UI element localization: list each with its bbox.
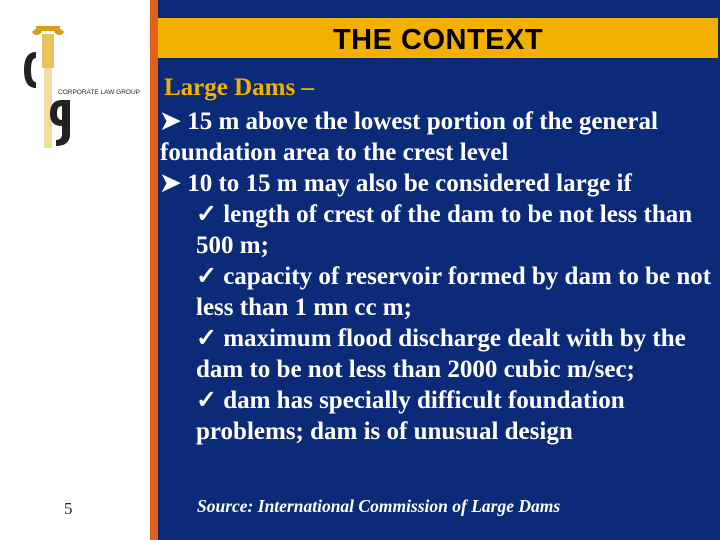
bullet-2 <box>160 168 712 199</box>
subbullet-1-text: length of crest of the dam to be not less than 500 m; <box>196 201 693 259</box>
check-icon: ✓ <box>196 387 217 414</box>
subbullet-2 <box>160 261 712 323</box>
bullet-2-text: 10 to 15 m may also be considered large if <box>187 170 632 197</box>
check-icon: ✓ <box>196 263 217 290</box>
section-heading: Large Dams – <box>164 74 314 101</box>
subbullet-3 <box>160 323 712 385</box>
check-icon: ✓ <box>196 325 217 352</box>
subbullet-4 <box>160 385 712 447</box>
page-number: 5 <box>64 499 73 518</box>
bullet-1-text: 15 m above the lowest portion of the general foundation area to the crest level <box>160 108 658 166</box>
subbullet-3-text: maximum flood discharge dealt with by the dam to be not less than 2000 cubic m/sec; <box>196 325 686 383</box>
logo-tagline: CORPORATE LAW GROUP <box>58 89 140 96</box>
subbullet-4-text: dam has specially difficult foundation problems; dam is of unusual design <box>196 387 625 445</box>
company-logo <box>22 22 140 152</box>
accent-bar <box>150 0 158 540</box>
source-citation: Source: International Commission of Large Dams <box>197 496 561 516</box>
subbullet-2-text: capacity of reservoir formed by dam to be not less than 1 mn cc m; <box>196 263 712 321</box>
check-icon: ✓ <box>196 201 217 228</box>
slide-title: THE CONTEXT <box>332 24 544 56</box>
arrow-bullet-icon: ➤ <box>160 170 181 197</box>
slide-content <box>160 72 712 447</box>
title-bar <box>158 18 718 58</box>
bullet-1 <box>160 106 712 168</box>
subbullet-1 <box>160 199 712 261</box>
arrow-bullet-icon: ➤ <box>160 108 181 135</box>
